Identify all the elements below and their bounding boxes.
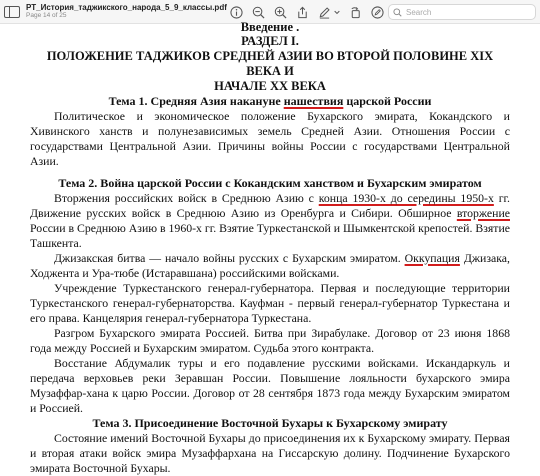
chapter-heading-line2: НАЧАЛЕ XX ВЕКА: [214, 79, 326, 93]
paragraph-2-text: гг. Движение русских войск в Среднюю Азию из Оренбурга и Сибири. Обширное: [30, 191, 510, 220]
topic-2-heading: Тема 2. Война царской России с Кокандским ханством и Бухарским эмиратом: [58, 176, 482, 190]
paragraph-2: [30, 191, 510, 251]
section-heading: РАЗДЕЛ I.: [241, 34, 299, 48]
underlined-word: нашествия: [283, 94, 344, 108]
topic-1-text-end: царской России: [343, 94, 432, 108]
intro-heading: Введение .: [240, 20, 300, 34]
zoom-in-icon[interactable]: [272, 4, 288, 20]
underlined-word: Оккупация: [404, 251, 460, 265]
toolbar-tools: [228, 4, 391, 20]
info-icon[interactable]: [228, 4, 244, 20]
chapter-heading-line1: ПОЛОЖЕНИЕ ТАДЖИКОВ СРЕДНЕЙ АЗИИ ВО ВТОРОЙ ПОЛОВИНЕ XIX ВЕКА И: [46, 49, 494, 78]
topic-1-text: Тема 1. Средняя Азия накануне: [108, 94, 284, 108]
share-icon[interactable]: [294, 4, 310, 20]
paragraph-1: Политическое и экономическое положение Бухарского эмирата, Кокандского и Хивинского ханств и полунезависимых земель Средней Азии. Отношения России с государствами Центральной Азии. Причины войны России с государствами Центральной Азии.: [30, 109, 510, 168]
paragraph-6: Восстание Абдумалик туры и его подавление русскими войсками. Искандаркуль и передача верховьев реки Зеравшан России. Повышение лояльности бухарского эмира Музаффар-хана к царю России. Договор от 28 сентября 1873 года между Бухарским эмиратом и Россией.: [30, 356, 510, 415]
paragraph-2-text: России в Среднюю Азию в 1960-х гг. Взятие Туркестанской и Шымкентской крепостей. Взятие Ташкента.: [30, 221, 510, 250]
paragraph-3-text: Джизака, Ходжента и Ура-тюбе (Истаравшана) российскими войсками.: [30, 251, 510, 280]
document-title: РТ_История_таджикского_народа_5_9_классы.pdf: [26, 2, 227, 12]
document-info: [26, 4, 226, 20]
topic-3-heading: Тема 3. Присоединение Восточной Бухары к Бухарскому эмирату: [92, 416, 448, 430]
paragraph-3-text: Джизакская битва — начало войны русских с Бухарским эмиратом.: [54, 251, 405, 265]
paragraph-7: Состояние имений Восточной Бухары до присоединения их к Бухарскому эмирату. Первая и вторая атаки войск эмира Музаффархана на Гиссарскую долину. Подчинение Бухарского эмирата Восточной Бухары.: [30, 431, 510, 475]
zoom-out-icon[interactable]: [250, 4, 266, 20]
annotate-icon[interactable]: [369, 4, 385, 20]
search-icon: [393, 8, 402, 17]
search-input[interactable]: [406, 8, 526, 17]
paragraph-2-text: Вторжения российских войск в Среднюю Азию с: [54, 191, 319, 205]
pdf-page[interactable]: [0, 20, 540, 475]
underlined-word: вторжение: [456, 206, 510, 220]
topic-1-heading: [30, 94, 510, 109]
markup-icon[interactable]: [316, 4, 332, 20]
sidebar-toggle-icon[interactable]: [4, 6, 20, 18]
page-indicator: Page 14 of 25: [26, 11, 67, 19]
search-box[interactable]: [388, 4, 536, 20]
paragraph-3: [30, 251, 510, 281]
paragraph-4: Учреждение Туркестанского генерал-губернатора. Первая и последующие территории Туркестанского генерал-губернаторства. Кауфман - первый генерал-губернатор Туркестана и его права. Канцелярия генерал-губернатора Туркестана.: [30, 281, 510, 325]
chevron-down-icon[interactable]: [333, 4, 341, 20]
paragraph-5: Разгром Бухарского эмирата Россией. Битва при Зирабулаке. Договор от 23 июня 1868 года между Россией и Бухарским эмиратом. Судьба этого контракта.: [30, 326, 510, 355]
rotate-icon[interactable]: [347, 4, 363, 20]
underlined-phrase: конца 1930-х до середины 1950-х: [318, 191, 494, 205]
